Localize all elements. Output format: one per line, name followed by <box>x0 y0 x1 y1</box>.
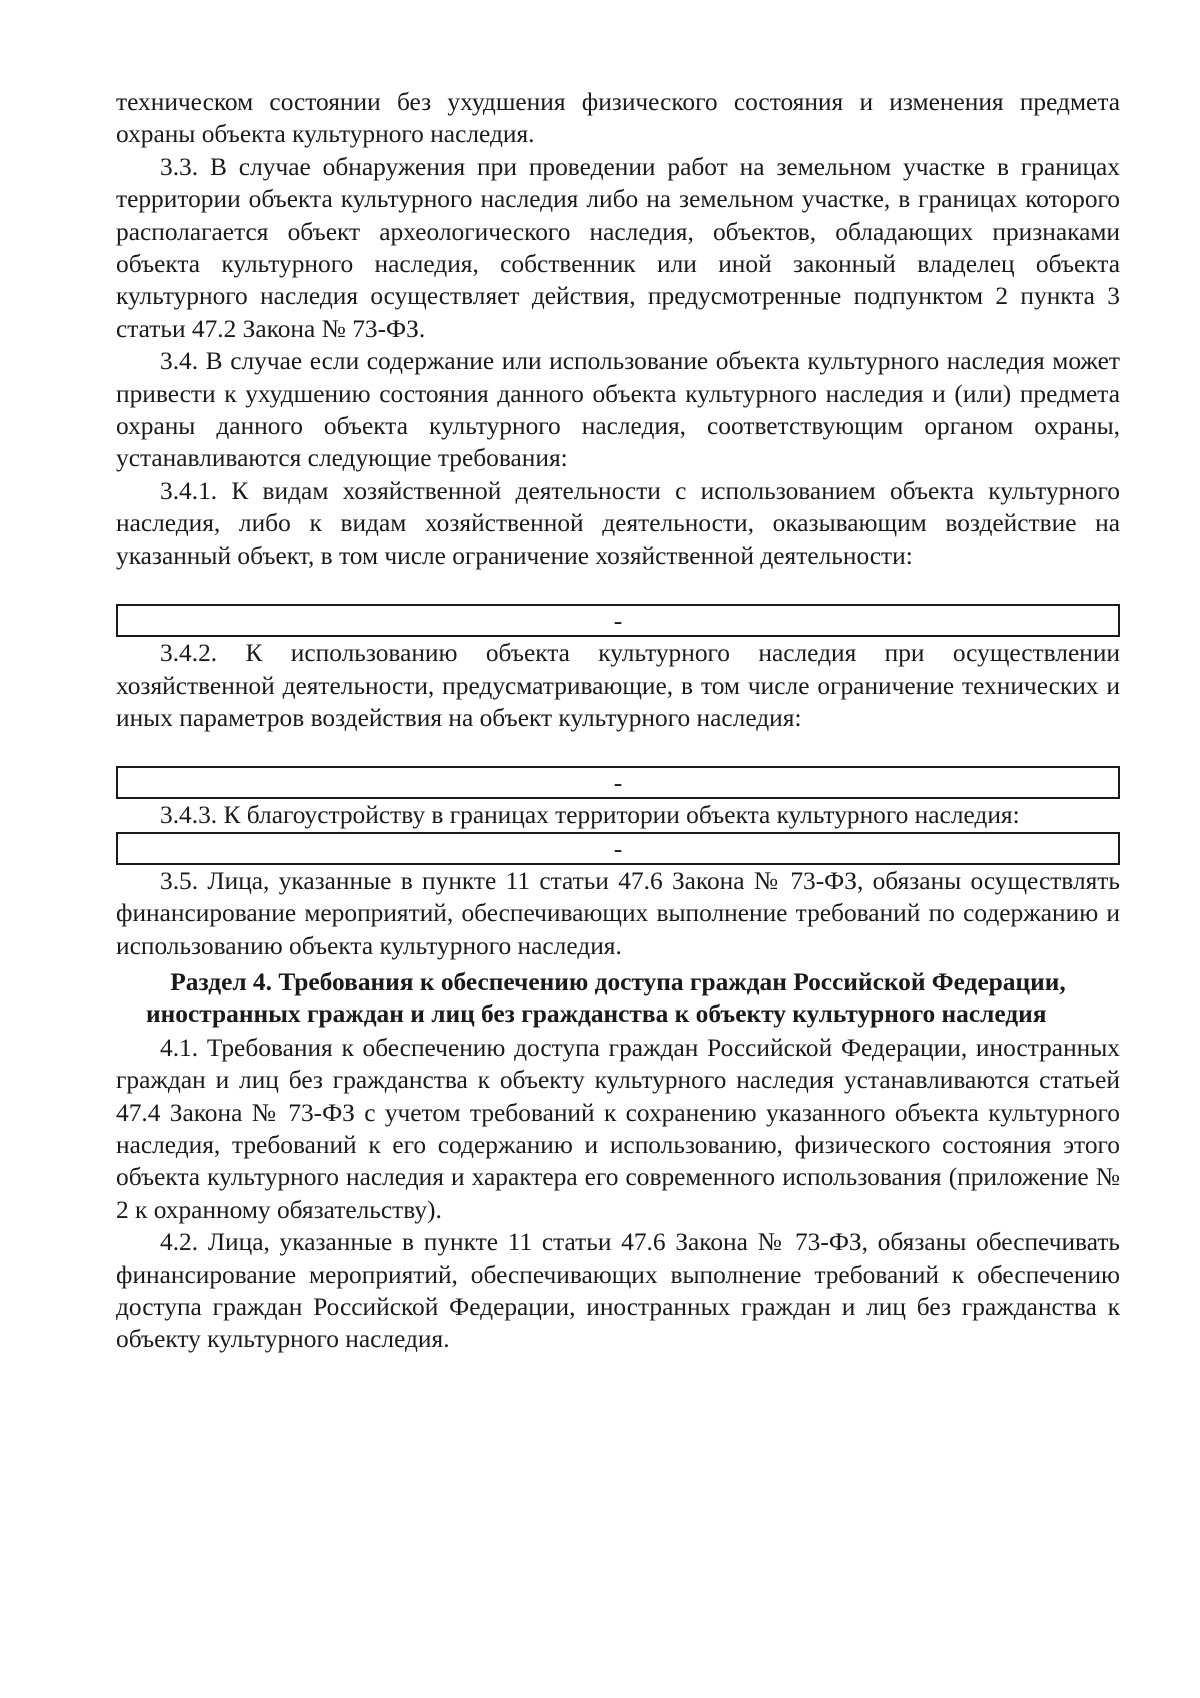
paragraph-3-4-2: 3.4.2. К использованию объекта культурного наследия при осуществлении хозяйственной деятельности, предусматривающие, в том числе ограничение технических и иных параметров воздействия на объект культурного наследия: <box>116 639 1120 732</box>
section-4-heading: Раздел 4. Требования к обеспечению доступа граждан Российской Федерации, иностранных граждан и лиц без гражданства к объекту культурного наследия <box>146 967 1066 1029</box>
table-cell-value: - <box>613 834 623 863</box>
paragraph-3-5: 3.5. Лица, указанные в пункте 11 статьи 47.6 Закона № 73-ФЗ, обязаны осуществлять финансирование мероприятий, обеспечивающих выполнение требований по содержанию и использованию объекта культурного наследия. <box>116 866 1120 960</box>
table-cell-3-4-1 <box>116 604 1120 637</box>
paragraph-3-4-3: 3.4.3. К благоустройству в границах территории объекта культурного наследия: <box>160 801 1020 830</box>
paragraph-3-3: 3.3. В случае обнаружения при проведении работ на земельном участке в границах территории объекта культурного наследия либо на земельном участке, в границах которого располагается объект археологического наследия, объектов, обладающих признаками объекта культурного наследия, собственник или иной законный владелец объекта культурного наследия осуществляет действия, предусмотренные подпунктом 2 пункта 3 статьи 47.2 Закона № 73-ФЗ. <box>116 152 1120 343</box>
table-cell-3-4-2 <box>116 766 1120 799</box>
paragraph-continuation: техническом состоянии без ухудшения физического состояния и изменения предмета охраны объекта культурного наследия. <box>116 88 1120 149</box>
paragraph-4-2: 4.2. Лица, указанные в пункте 11 статьи 47.6 Закона № 73-ФЗ, обязаны обеспечивать финансирование мероприятий, обеспечивающих выполнение требований к обеспечению доступа граждан Российской Федерации, иностранных граждан и лиц без гражданства к объекту культурного наследия. <box>116 1228 1120 1354</box>
paragraph-4-1: 4.1. Требования к обеспечению доступа граждан Российской Федерации, иностранных граждан и лиц без гражданства к объекту культурного наследия устанавливаются статьей 47.4 Закона № 73-ФЗ с учетом требований к сохранению указанного объекта культурного наследия, требований к его содержанию и использованию, физического состояния этого объекта культурного наследия и характера его современного использования (приложение № 2 к охранному обязательству). <box>116 1033 1120 1224</box>
paragraph-3-4-1: 3.4.1. К видам хозяйственной деятельности с использованием объекта культурного наследия, либо к видам хозяйственной деятельности, оказывающим воздействие на указанный объект, в том числе ограничение хозяйственной деятельности: <box>116 476 1120 570</box>
document-body <box>116 86 1120 1356</box>
table-cell-value: - <box>613 607 623 636</box>
table-cell-3-4-3 <box>116 832 1120 865</box>
table-cell-value: - <box>613 769 623 798</box>
paragraph-3-4: 3.4. В случае если содержание или использование объекта культурного наследия может привести к ухудшению состояния данного объекта культурного наследия и (или) предмета охраны данного объекта культурного наследия, соответствующим органом охраны, устанавливаются следующие требования: <box>116 347 1120 473</box>
